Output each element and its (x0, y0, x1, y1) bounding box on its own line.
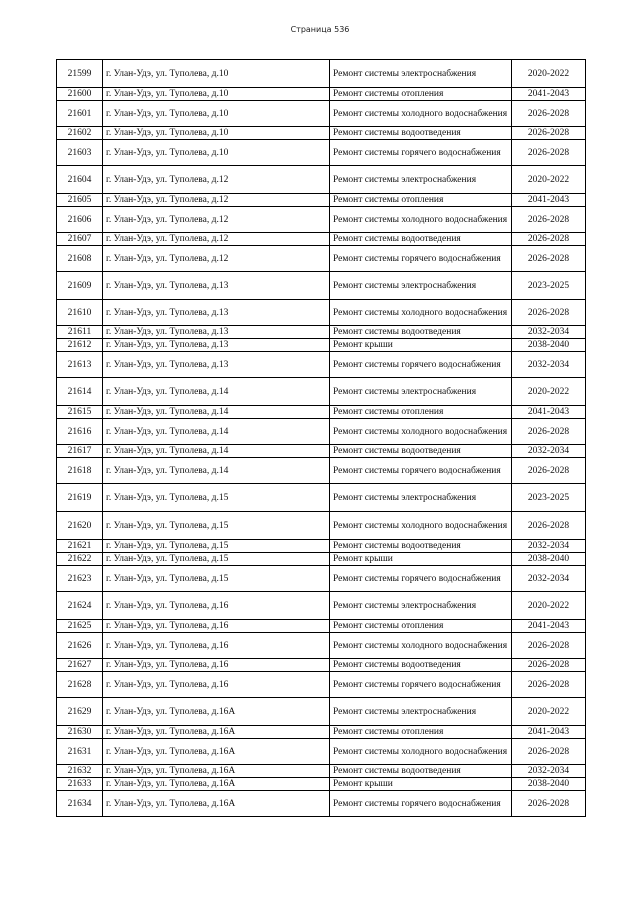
address-cell: г. Улан-Удэ, ул. Туполева, д.14 (103, 406, 330, 419)
row-number-cell: 21605 (57, 194, 103, 207)
period-cell: 2026-2028 (512, 101, 586, 127)
address-cell: г. Улан-Удэ, ул. Туполева, д.15 (103, 540, 330, 553)
table-row (57, 101, 586, 127)
row-number-cell: 21631 (57, 739, 103, 765)
table-row (57, 352, 586, 378)
address-cell: г. Улан-Удэ, ул. Туполева, д.12 (103, 246, 330, 272)
work-type-cell: Ремонт системы электроснабжения (330, 60, 512, 88)
table-row (57, 659, 586, 672)
table-row (57, 633, 586, 659)
row-number-cell: 21617 (57, 445, 103, 458)
period-cell: 2026-2028 (512, 672, 586, 698)
period-cell: 2026-2028 (512, 246, 586, 272)
row-number-cell: 21612 (57, 339, 103, 352)
table-row (57, 272, 586, 300)
work-type-cell: Ремонт системы холодного водоснабжения (330, 512, 512, 540)
row-number-cell: 21620 (57, 512, 103, 540)
work-type-cell: Ремонт системы холодного водоснабжения (330, 633, 512, 659)
work-type-cell: Ремонт системы отопления (330, 194, 512, 207)
period-cell: 2020-2022 (512, 166, 586, 194)
address-cell: г. Улан-Удэ, ул. Туполева, д.10 (103, 60, 330, 88)
work-type-cell: Ремонт системы отопления (330, 406, 512, 419)
address-cell: г. Улан-Удэ, ул. Туполева, д.16А (103, 739, 330, 765)
work-type-cell: Ремонт системы водоотведения (330, 540, 512, 553)
table-row (57, 419, 586, 445)
table-row (57, 484, 586, 512)
work-type-cell: Ремонт крыши (330, 778, 512, 791)
work-type-cell: Ремонт системы отопления (330, 726, 512, 739)
period-cell: 2032-2034 (512, 445, 586, 458)
row-number-cell: 21606 (57, 207, 103, 233)
table-row (57, 60, 586, 88)
address-cell: г. Улан-Удэ, ул. Туполева, д.16 (103, 633, 330, 659)
table-row (57, 566, 586, 592)
table-row (57, 326, 586, 339)
work-type-cell: Ремонт системы электроснабжения (330, 166, 512, 194)
table-row (57, 540, 586, 553)
work-type-cell: Ремонт системы электроснабжения (330, 698, 512, 726)
work-type-cell: Ремонт системы водоотведения (330, 127, 512, 140)
address-cell: г. Улан-Удэ, ул. Туполева, д.16А (103, 765, 330, 778)
address-cell: г. Улан-Удэ, ул. Туполева, д.10 (103, 88, 330, 101)
address-cell: г. Улан-Удэ, ул. Туполева, д.15 (103, 566, 330, 592)
period-cell: 2023-2025 (512, 484, 586, 512)
work-type-cell: Ремонт системы холодного водоснабжения (330, 739, 512, 765)
row-number-cell: 21602 (57, 127, 103, 140)
row-number-cell: 21633 (57, 778, 103, 791)
period-cell: 2032-2034 (512, 566, 586, 592)
row-number-cell: 21629 (57, 698, 103, 726)
row-number-cell: 21611 (57, 326, 103, 339)
row-number-cell: 21634 (57, 791, 103, 817)
period-cell: 2026-2028 (512, 791, 586, 817)
period-cell: 2038-2040 (512, 778, 586, 791)
work-type-cell: Ремонт системы электроснабжения (330, 592, 512, 620)
period-cell: 2038-2040 (512, 339, 586, 352)
table-row (57, 698, 586, 726)
row-number-cell: 21626 (57, 633, 103, 659)
row-number-cell: 21607 (57, 233, 103, 246)
row-number-cell: 21603 (57, 140, 103, 166)
work-type-cell: Ремонт системы горячего водоснабжения (330, 140, 512, 166)
period-cell: 2026-2028 (512, 659, 586, 672)
work-type-cell: Ремонт системы горячего водоснабжения (330, 566, 512, 592)
address-cell: г. Улан-Удэ, ул. Туполева, д.16 (103, 620, 330, 633)
period-cell: 2038-2040 (512, 553, 586, 566)
period-cell: 2023-2025 (512, 272, 586, 300)
address-cell: г. Улан-Удэ, ул. Туполева, д.16А (103, 726, 330, 739)
work-type-cell: Ремонт системы горячего водоснабжения (330, 672, 512, 698)
table-row (57, 127, 586, 140)
table-body (57, 60, 586, 817)
period-cell: 2020-2022 (512, 60, 586, 88)
work-type-cell: Ремонт системы горячего водоснабжения (330, 352, 512, 378)
period-cell: 2032-2034 (512, 326, 586, 339)
period-cell: 2041-2043 (512, 406, 586, 419)
address-cell: г. Улан-Удэ, ул. Туполева, д.14 (103, 378, 330, 406)
work-type-cell: Ремонт системы холодного водоснабжения (330, 300, 512, 326)
work-type-cell: Ремонт системы отопления (330, 88, 512, 101)
row-number-cell: 21630 (57, 726, 103, 739)
address-cell: г. Улан-Удэ, ул. Туполева, д.14 (103, 445, 330, 458)
row-number-cell: 21624 (57, 592, 103, 620)
table-row (57, 726, 586, 739)
address-cell: г. Улан-Удэ, ул. Туполева, д.13 (103, 352, 330, 378)
address-cell: г. Улан-Удэ, ул. Туполева, д.16 (103, 672, 330, 698)
table-row (57, 592, 586, 620)
work-type-cell: Ремонт системы горячего водоснабжения (330, 246, 512, 272)
work-type-cell: Ремонт крыши (330, 339, 512, 352)
row-number-cell: 21614 (57, 378, 103, 406)
table-row (57, 207, 586, 233)
table-row (57, 339, 586, 352)
row-number-cell: 21618 (57, 458, 103, 484)
table-row (57, 458, 586, 484)
table-row (57, 406, 586, 419)
work-type-cell: Ремонт системы холодного водоснабжения (330, 207, 512, 233)
row-number-cell: 21623 (57, 566, 103, 592)
table-row (57, 300, 586, 326)
address-cell: г. Улан-Удэ, ул. Туполева, д.10 (103, 127, 330, 140)
period-cell: 2020-2022 (512, 378, 586, 406)
table-row (57, 765, 586, 778)
address-cell: г. Улан-Удэ, ул. Туполева, д.16 (103, 592, 330, 620)
table-row (57, 88, 586, 101)
row-number-cell: 21627 (57, 659, 103, 672)
address-cell: г. Улан-Удэ, ул. Туполева, д.16А (103, 778, 330, 791)
row-number-cell: 21613 (57, 352, 103, 378)
address-cell: г. Улан-Удэ, ул. Туполева, д.12 (103, 233, 330, 246)
row-number-cell: 21615 (57, 406, 103, 419)
period-cell: 2026-2028 (512, 419, 586, 445)
period-cell: 2041-2043 (512, 88, 586, 101)
address-cell: г. Улан-Удэ, ул. Туполева, д.13 (103, 272, 330, 300)
period-cell: 2026-2028 (512, 300, 586, 326)
work-type-cell: Ремонт системы водоотведения (330, 659, 512, 672)
address-cell: г. Улан-Удэ, ул. Туполева, д.12 (103, 194, 330, 207)
period-cell: 2026-2028 (512, 512, 586, 540)
period-cell: 2032-2034 (512, 765, 586, 778)
period-cell: 2026-2028 (512, 207, 586, 233)
table-row (57, 553, 586, 566)
work-type-cell: Ремонт системы водоотведения (330, 233, 512, 246)
row-number-cell: 21622 (57, 553, 103, 566)
table-row (57, 791, 586, 817)
period-cell: 2026-2028 (512, 458, 586, 484)
address-cell: г. Улан-Удэ, ул. Туполева, д.13 (103, 300, 330, 326)
work-type-cell: Ремонт системы холодного водоснабжения (330, 419, 512, 445)
table-row (57, 739, 586, 765)
address-cell: г. Улан-Удэ, ул. Туполева, д.16А (103, 791, 330, 817)
address-cell: г. Улан-Удэ, ул. Туполева, д.10 (103, 140, 330, 166)
address-cell: г. Улан-Удэ, ул. Туполева, д.13 (103, 339, 330, 352)
row-number-cell: 21625 (57, 620, 103, 633)
work-type-cell: Ремонт системы электроснабжения (330, 378, 512, 406)
row-number-cell: 21632 (57, 765, 103, 778)
table-row (57, 194, 586, 207)
row-number-cell: 21616 (57, 419, 103, 445)
period-cell: 2026-2028 (512, 633, 586, 659)
table-row (57, 233, 586, 246)
work-type-cell: Ремонт системы водоотведения (330, 326, 512, 339)
row-number-cell: 21604 (57, 166, 103, 194)
table-row (57, 620, 586, 633)
work-type-cell: Ремонт системы горячего водоснабжения (330, 791, 512, 817)
row-number-cell: 21600 (57, 88, 103, 101)
repair-works-table (56, 59, 586, 817)
table-row (57, 378, 586, 406)
address-cell: г. Улан-Удэ, ул. Туполева, д.12 (103, 166, 330, 194)
table-row (57, 512, 586, 540)
row-number-cell: 21610 (57, 300, 103, 326)
work-type-cell: Ремонт системы электроснабжения (330, 272, 512, 300)
work-type-cell: Ремонт крыши (330, 553, 512, 566)
work-type-cell: Ремонт системы водоотведения (330, 445, 512, 458)
address-cell: г. Улан-Удэ, ул. Туполева, д.14 (103, 419, 330, 445)
row-number-cell: 21601 (57, 101, 103, 127)
row-number-cell: 21599 (57, 60, 103, 88)
page-header: Страница 536 (290, 25, 350, 34)
address-cell: г. Улан-Удэ, ул. Туполева, д.12 (103, 207, 330, 233)
period-cell: 2032-2034 (512, 352, 586, 378)
address-cell: г. Улан-Удэ, ул. Туполева, д.15 (103, 484, 330, 512)
table-row (57, 166, 586, 194)
work-type-cell: Ремонт системы электроснабжения (330, 484, 512, 512)
row-number-cell: 21621 (57, 540, 103, 553)
period-cell: 2026-2028 (512, 140, 586, 166)
address-cell: г. Улан-Удэ, ул. Туполева, д.15 (103, 553, 330, 566)
address-cell: г. Улан-Удэ, ул. Туполева, д.13 (103, 326, 330, 339)
period-cell: 2020-2022 (512, 592, 586, 620)
address-cell: г. Улан-Удэ, ул. Туполева, д.16А (103, 698, 330, 726)
work-type-cell: Ремонт системы отопления (330, 620, 512, 633)
period-cell: 2032-2034 (512, 540, 586, 553)
table-row (57, 778, 586, 791)
period-cell: 2041-2043 (512, 194, 586, 207)
period-cell: 2026-2028 (512, 739, 586, 765)
table-row (57, 246, 586, 272)
address-cell: г. Улан-Удэ, ул. Туполева, д.15 (103, 512, 330, 540)
work-type-cell: Ремонт системы горячего водоснабжения (330, 458, 512, 484)
row-number-cell: 21608 (57, 246, 103, 272)
work-type-cell: Ремонт системы водоотведения (330, 765, 512, 778)
period-cell: 2026-2028 (512, 233, 586, 246)
row-number-cell: 21609 (57, 272, 103, 300)
table-row (57, 445, 586, 458)
period-cell: 2041-2043 (512, 726, 586, 739)
row-number-cell: 21628 (57, 672, 103, 698)
address-cell: г. Улан-Удэ, ул. Туполева, д.16 (103, 659, 330, 672)
period-cell: 2026-2028 (512, 127, 586, 140)
row-number-cell: 21619 (57, 484, 103, 512)
work-type-cell: Ремонт системы холодного водоснабжения (330, 101, 512, 127)
address-cell: г. Улан-Удэ, ул. Туполева, д.10 (103, 101, 330, 127)
table-row (57, 672, 586, 698)
address-cell: г. Улан-Удэ, ул. Туполева, д.14 (103, 458, 330, 484)
period-cell: 2041-2043 (512, 620, 586, 633)
table-row (57, 140, 586, 166)
period-cell: 2020-2022 (512, 698, 586, 726)
